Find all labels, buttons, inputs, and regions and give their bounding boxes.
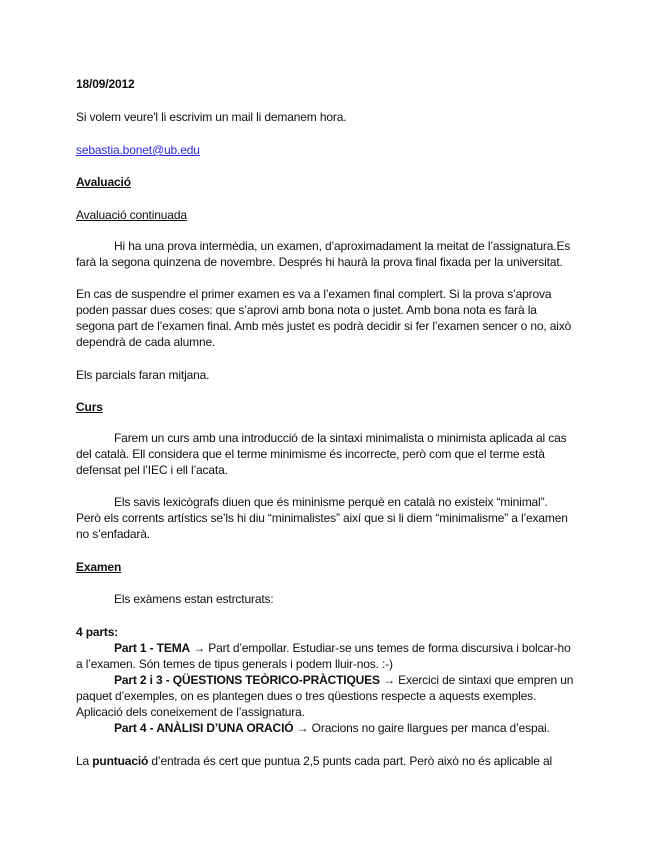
parts-title: 4 parts: [76,625,119,639]
curs-p2-line1: Els savis lexicògrafs diuen que és mininisme perquè en català no existeix “minimal”. [114,495,548,509]
email-link[interactable]: sebastia.bonet@ub.edu [76,143,200,157]
curs-p1-line2: del català. Ell considera que el terme minimisme és incorrecte, però com que el terme està [76,447,545,461]
avaluacio-p2-line4: dependrà de cada alumne. [76,335,216,349]
arrow-icon: → [379,673,399,687]
arrow-icon: → [190,641,209,655]
curs-p1-line3: defensat pel l’IEC i ell l’acata. [76,463,228,477]
curs-p1-line1: Farem un curs amb una introducció de la sintaxi minimalista o minimista aplicada al cas [114,431,567,445]
subheading-avaluacio-continuada: Avaluació continuada [76,208,187,222]
avaluacio-p2-line3: segona part de l’examen final. Amb més justet es podrà decidir si fer l’examen sencer o no, això [76,319,572,333]
heading-examen: Examen [76,560,122,574]
part23-label: Part 2 i 3 - QÜESTIONS TEÒRICO-PRÀCTIQUES [114,673,380,687]
part4-line1 [114,721,550,736]
part23-line3: Aplicació dels coneixement de l’assignatura. [76,705,305,719]
heading-avaluacio: Avaluació [76,175,131,189]
part4-label: Part 4 - ANÀLISI D’UNA ORACIÓ [114,721,294,735]
examen-p1: Els exàmens estan estrcturats: [114,592,274,606]
avaluacio-p2-line1: En cas de suspendre el primer examen es va a l’examen final complert. Si la prova s’aprova [76,287,552,301]
date: 18/09/2012 [76,77,135,91]
part1-line1 [114,641,571,656]
curs-p2-line3: no s’enfadarà. [76,527,150,541]
part1-text: Part d’empollar. Estudiar-se uns temes de forma discursiva i bolcar-ho [208,641,571,655]
puntuacio-line [76,754,552,769]
part4-text: Oracions no gaire llargues per manca d’espai. [311,721,550,735]
part23-text: Exercici de sintaxi que empren un [398,673,574,687]
avaluacio-p3: Els parcials faran mitjana. [76,368,210,382]
part23-line1 [114,673,573,688]
puntuacio-pre: La [76,754,93,768]
puntuacio-post: d’entrada és cert que puntua 2,5 punts cada part. Però això no és aplicable al [148,754,552,768]
part1-line2: a l’examen. Són temes de tipus generals i podem lluir-nos. :-) [76,657,393,671]
curs-p2-line2: Però els corrents artístics se’ls hi diu “minimalistes” així que si li diem “minimalisme” a l’examen [76,511,568,525]
intro-text: Si volem veure'l li escrivim un mail li demanem hora. [76,110,347,124]
puntuacio-bold: puntuació [92,754,149,768]
part23-line2: paquet d’exemples, on es plantegen dues o tres qüestions respecte a aquests exemples. [76,689,537,703]
arrow-icon: → [293,721,312,735]
heading-curs: Curs [76,400,103,414]
avaluacio-p2-line2: poden passar dues coses: que s’aprovi amb bona nota o justet. Amb bona nota es farà la [76,303,537,317]
avaluacio-p1-line1: Hi ha una prova intermèdia, un examen, d’aproximadament la meitat de l’assignatura.Es [114,239,571,253]
avaluacio-p1-line2: farà la segona quinzena de novembre. Després hi haurà la prova final fixada per la universitat. [76,255,563,269]
part1-label: Part 1 - TEMA [114,641,191,655]
